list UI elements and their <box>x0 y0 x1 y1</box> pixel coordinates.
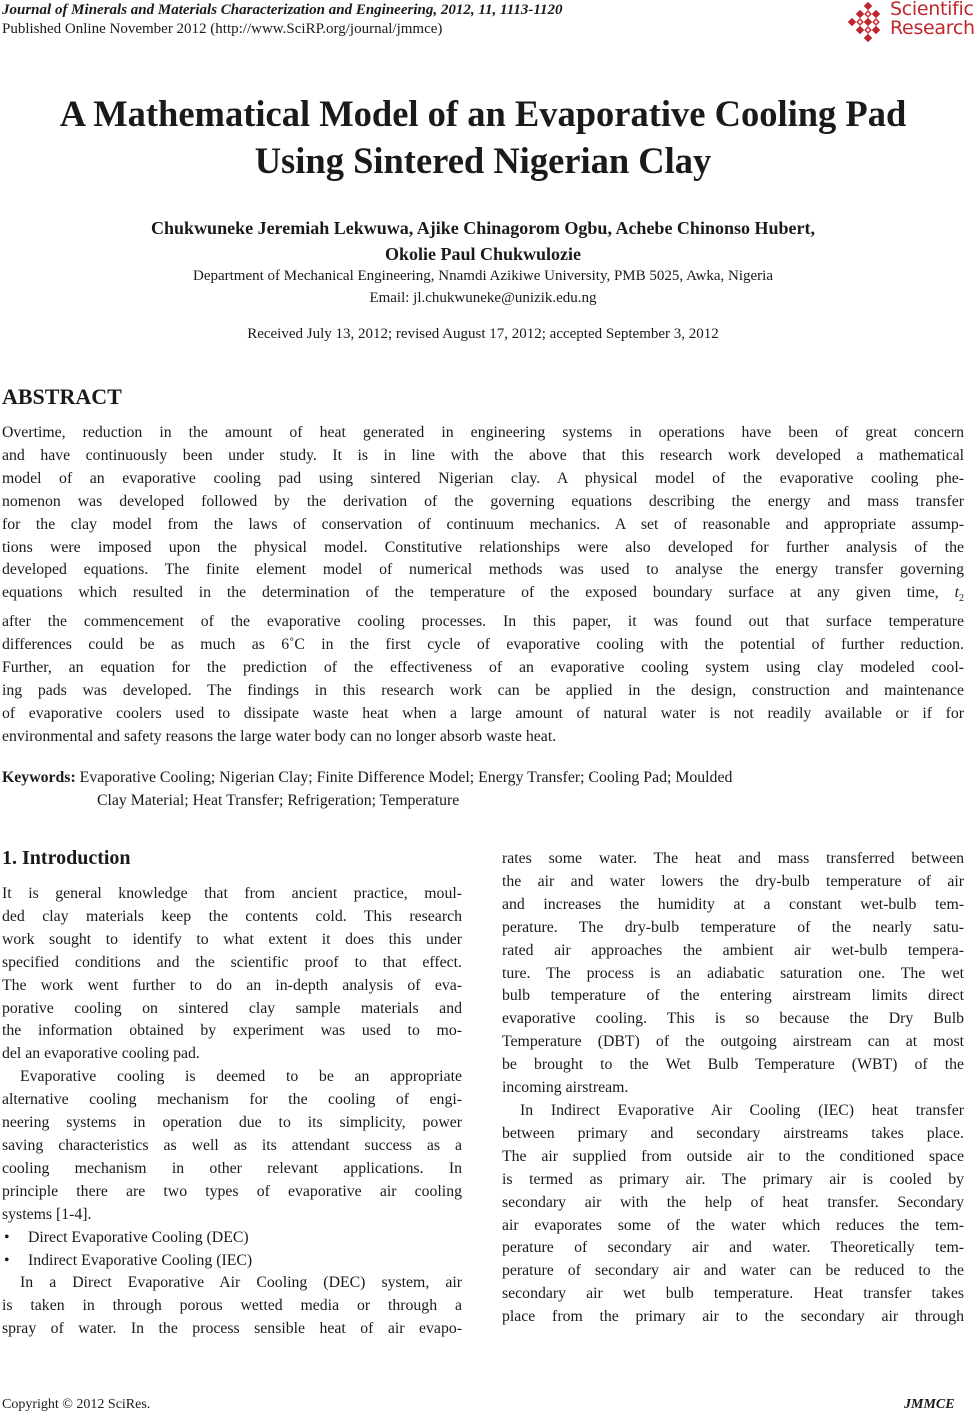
bullet-dot-icon: • <box>4 1228 10 1246</box>
body-line: saving characteristics as well as its attendant success as a <box>2 1136 462 1154</box>
body-line: and increases the humidity at a constant wet-bulb tem- <box>502 895 964 913</box>
body-line: air evaporates some of the water which reduces the tem- <box>502 1216 964 1234</box>
body-line: perature. The dry-bulb temperature of the nearly satu- <box>502 918 964 936</box>
bullet-item: • Direct Evaporative Cooling (DEC) <box>2 1227 462 1250</box>
keywords-line-1: Evaporative Cooling; Nigerian Clay; Finite Difference Model; Energy Transfer; Cooling Pad; Moulded <box>75 769 733 786</box>
body-line: perature of secondary air and water. Theoretically tem- <box>502 1239 964 1257</box>
scientific-research-logo-icon <box>848 2 888 42</box>
body-line: neering systems in operation due to its simplicity, power <box>2 1114 462 1132</box>
affiliation: Department of Mechanical Engineering, Nnamdi Azikiwe University, PMB 5025, Awka, Nigeria <box>192 268 773 284</box>
abstract-line: nomenon was developed followed by the derivation of the governing equations describing the energy and mass transfer <box>2 492 964 510</box>
body-line: The air supplied from outside air to the conditioned space <box>502 1147 964 1165</box>
body-line: In a Direct Evaporative Air Cooling (DEC) system, air <box>20 1274 462 1292</box>
body-line: spray of water. In the process sensible heat of air evapo- <box>2 1320 462 1338</box>
time-variable: t <box>954 584 959 602</box>
body-line: Temperature (DBT) of the outgoing airstream can at most <box>502 1033 964 1051</box>
body-line: the air and water lowers the dry-bulb temperature of air <box>502 872 964 890</box>
body-line: perature of secondary air and water can be reduced to the <box>502 1262 964 1280</box>
body-line: It is general knowledge that from ancient practice, moul- <box>2 885 462 902</box>
bullet-dot-icon: • <box>4 1251 10 1269</box>
journal-header-line <box>2 2 563 19</box>
body-line: is taken in through porous wetted media or through a <box>2 1297 462 1315</box>
logo-text: Scientific Research <box>890 0 975 39</box>
body-line: place from the primary air to the secondary air through <box>502 1308 964 1326</box>
journal-name: Journal of Minerals and Materials Characterization and Engineering <box>2 2 434 18</box>
abstract-line: environmental and safety reasons the large water body can no longer absorb waste heat. <box>2 727 557 745</box>
bullet-item: • Indirect Evaporative Cooling (IEC) <box>2 1250 462 1273</box>
body-line: principle there are two types of evaporative air cooling <box>2 1182 462 1200</box>
journal-citation: , 2012, 11, 1113-1120 <box>433 2 563 18</box>
affiliation-block <box>0 265 966 309</box>
abstract-body <box>2 422 964 749</box>
body-line: ded clay materials keep the contents cold. This research <box>2 907 462 925</box>
body-line: cooling mechanism in other relevant applications. In <box>2 1159 462 1177</box>
received-dates: Received July 13, 2012; revised August 17, 2012; accepted September 3, 2012 <box>247 326 719 342</box>
keywords <box>2 766 964 812</box>
publisher-logo <box>848 0 975 44</box>
abstract-line: model of an evaporative cooling pad using sintered Nigerian clay. A physical model of the evaporative cooling phe- <box>2 469 964 487</box>
abstract-line: of evaporative coolers used to dissipate waste heat when a large amount of natural water is not readily available or if for <box>2 705 964 723</box>
abstract-line: for the clay model from the laws of conservation of continuum mechanics. A set of reasonable and appropriate assump- <box>2 515 964 533</box>
body-line: ture. The process is an adiabatic saturation one. The wet <box>502 964 964 982</box>
title-line-1: A Mathematical Model of an Evaporative Cooling Pad <box>59 93 907 134</box>
copyright: Copyright © 2012 SciRes. <box>2 1397 151 1412</box>
body-line: between primary and secondary airstreams takes place. <box>502 1124 964 1142</box>
body-line: bulb temperature of the entering airstream limits direct <box>502 987 964 1005</box>
abstract-line-with-variable: equations which resulted in the determination of the temperature of the exposed boundary surface at any given time, $t_2$ <box>2 584 964 605</box>
body-line: secondary air wet bulb temperature. Heat transfer takes <box>502 1285 964 1303</box>
body-line: work sought to identify to what extent it does this under <box>2 930 462 948</box>
abstract-line: tions were imposed upon the physical model. Constitutive relationships were also developed for further analysis of the <box>2 538 964 556</box>
right-column <box>502 848 964 1329</box>
abstract-line: differences could be as much as 6˚C in the first cycle of evaporative cooling with the potential of further reduction. <box>2 636 964 654</box>
body-line: alternative cooling mechanism for the cooling of engi- <box>2 1091 462 1109</box>
body-line: porative cooling on sintered clay sample materials and <box>2 999 462 1017</box>
abstract-heading: ABSTRACT <box>2 384 122 409</box>
authors <box>0 215 966 267</box>
time-variable-subscript: 2 <box>959 593 964 605</box>
abstract-line: Further, an equation for the prediction of the effectiveness of an evaporative cooling system using clay modeled cool- <box>2 659 964 677</box>
authors-line-1: Chukwuneke Jeremiah Lekwuwa, Ajike Chinagorom Ogbu, Achebe Chinonso Hubert, <box>151 218 815 238</box>
keywords-label: Keywords: <box>2 769 76 786</box>
title-line-2: Using Sintered Nigerian Clay <box>254 140 712 181</box>
body-line: rated air approaches the ambient air wet-bulb tempera- <box>502 941 964 959</box>
body-line: be brought to the Wet Bulb Temperature (WBT) of the <box>502 1056 964 1074</box>
keywords-line-2: Clay Material; Heat Transfer; Refrigeration; Temperature <box>97 792 460 809</box>
body-line: incoming airstream. <box>502 1079 629 1097</box>
body-line: In Indirect Evaporative Air Cooling (IEC) heat transfer <box>520 1101 964 1119</box>
body-line: secondary air with the help of heat transfer. Secondary <box>502 1193 964 1211</box>
abstract-line: ing pads was developed. The findings in this research work can be applied in the design, construction and maintenance <box>2 682 964 700</box>
body-line: specified conditions and the scientific proof to that effect. <box>2 953 462 971</box>
paper-title <box>0 90 966 184</box>
body-line: Evaporative cooling is deemed to be an appropriate <box>20 1068 462 1086</box>
left-column <box>2 883 462 1341</box>
body-line: the information obtained by experiment was used to mo- <box>2 1022 462 1040</box>
section-heading: 1. Introduction <box>2 847 131 869</box>
authors-line-2: Okolie Paul Chukwulozie <box>384 244 582 264</box>
abstract-line: after the commencement of the evaporative cooling processes. In this paper, it was found out that surface temperature <box>2 613 964 631</box>
abstract-line: Overtime, reduction in the amount of heat generated in engineering systems in operations have been of great concern <box>2 424 964 441</box>
journal-abbrev: JMMCE <box>904 1397 955 1412</box>
publication-info: Published Online November 2012 (http://www.SciRP.org/journal/jmmce) <box>2 21 443 37</box>
body-line: The work went further to do an in-depth analysis of eva- <box>2 976 462 994</box>
body-line: is termed as primary air. The primary air is cooled by <box>502 1170 964 1188</box>
abstract-line: developed equations. The finite element model of numerical methods was used to analyse the energy transfer governing <box>2 561 964 579</box>
body-line: del an evaporative cooling pad. <box>2 1045 200 1063</box>
body-line: evaporative cooling. This is so because the Dry Bulb <box>502 1010 964 1028</box>
body-line: systems [1-4]. <box>2 1205 92 1223</box>
body-line: rates some water. The heat and mass transferred between <box>502 850 964 867</box>
abstract-line: and have continuously been under study. It is in line with the above that this research work developed a mathematical <box>2 446 964 464</box>
email: Email: jl.chukwuneke@unizik.edu.ng <box>369 290 597 306</box>
